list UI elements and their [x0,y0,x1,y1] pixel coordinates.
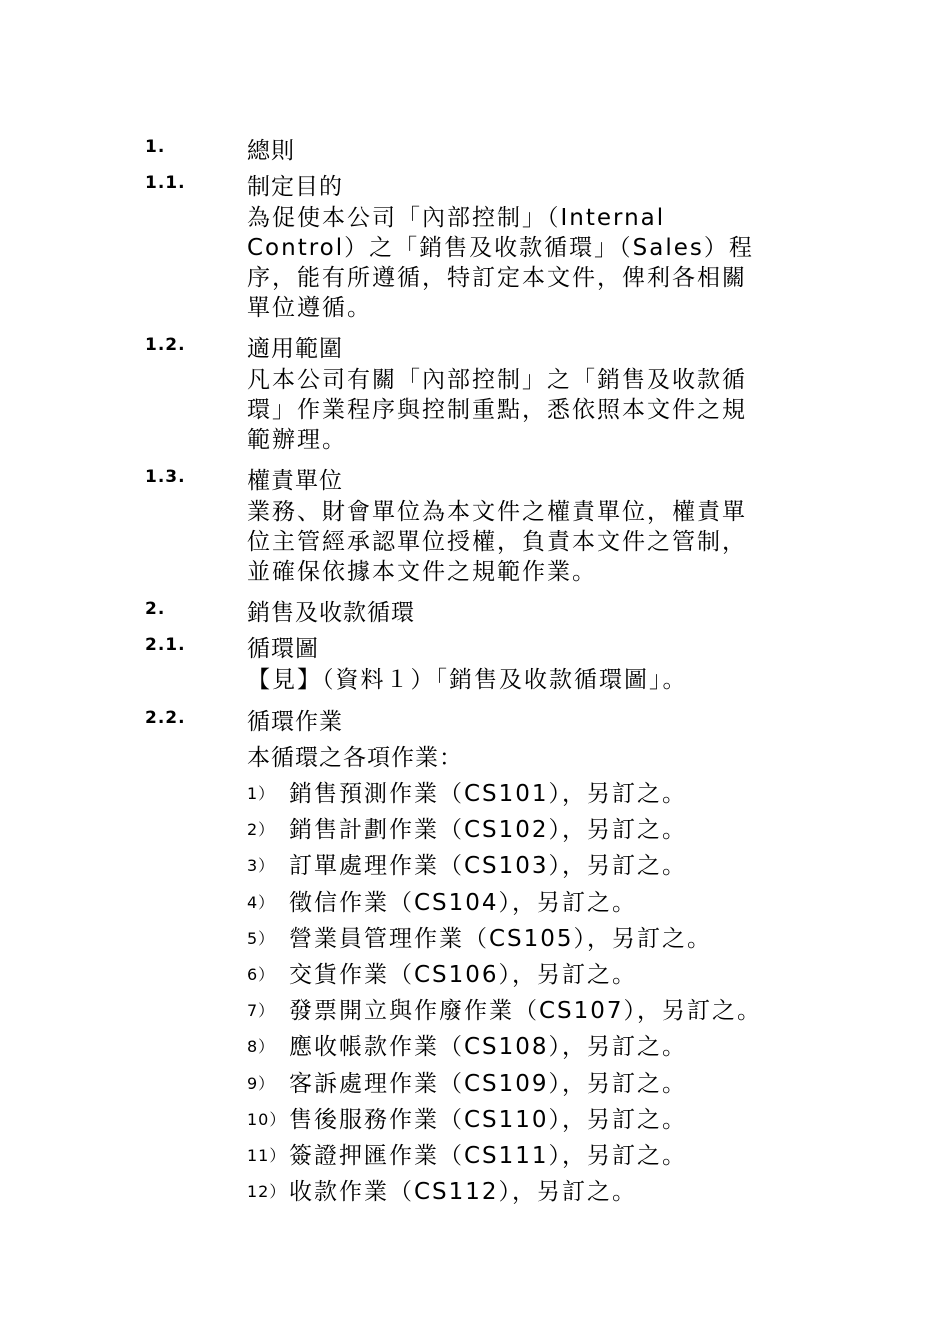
section-number: 2.2. [145,708,186,728]
list-item-text: 簽證押匯作業（CS111），另訂之。 [289,1143,688,1169]
body-line: 並確保依據本文件之規範作業。 [247,559,597,585]
list-item-text: 發票開立與作廢作業（CS107），另訂之。 [289,998,763,1025]
list-item-number: 11） [247,1146,287,1165]
section-heading: 權責單位 [247,468,343,494]
section-number: 1.3. [145,467,186,487]
list-item-text: 交貨作業（CS106），另訂之。 [289,962,638,988]
section-heading: 制定目的 [247,174,343,200]
list-intro: 本循環之各項作業： [247,745,463,771]
list-item-number: 2） [247,820,276,840]
section-number: 1. [145,137,166,157]
body-line: 範辦理。 [247,427,347,453]
body-line: 位主管經承認單位授權，負責本文件之管制， [247,529,747,555]
section-body [247,203,817,323]
section-number: 1.2. [145,335,186,355]
section-heading: 循環圖 [247,636,319,662]
section-number: 2.1. [145,635,186,655]
list-item-number: 10） [247,1109,287,1129]
body-line: 為促使本公司「內部控制」（Internal [247,205,666,231]
body-line: 【見】（資料１）「銷售及收款循環圖」。 [247,667,688,693]
list-item-number: 8） [247,1037,276,1057]
body-line: 凡本公司有關「內部控制」之「銷售及收款循 [247,367,747,393]
list-item-text: 徵信作業（CS104），另訂之。 [289,889,638,916]
body-line: 單位遵循。 [247,295,372,321]
body-line: 環」作業程序與控制重點，悉依照本文件之規 [247,397,747,423]
section-heading: 適用範圍 [247,336,343,362]
list-item-text: 營業員管理作業（CS105），另訂之。 [289,925,713,952]
list-item-number: 4） [247,892,276,912]
list-item-number: 6） [247,965,276,984]
body-line: Control）之「銷售及收款循環」（Sales）程 [247,235,754,261]
list-item-text: 銷售預測作業（CS101），另訂之。 [289,781,688,807]
list-item-text: 銷售計劃作業（CS102），另訂之。 [289,817,688,844]
section-body [247,497,817,587]
section-body [247,665,817,695]
list-item-text: 收款作業（CS112），另訂之。 [289,1179,638,1206]
list-item-number: 5） [247,928,276,948]
body-line: 序，能有所遵循，特訂定本文件，俾利各相關 [247,265,747,291]
section-number: 1.1. [145,173,186,193]
list-item-text: 客訴處理作業（CS109），另訂之。 [289,1070,688,1097]
list-item-text: 售後服務作業（CS110），另訂之。 [289,1106,688,1133]
list-item-number: 12） [247,1182,287,1202]
list-item-text: 應收帳款作業（CS108），另訂之。 [289,1034,688,1061]
list-item-text: 訂單處理作業（CS103），另訂之。 [289,853,688,880]
list-item-number: 3） [247,856,276,876]
section-body [247,365,817,455]
section-heading: 銷售及收款循環 [247,600,415,626]
body-line: 業務、財會單位為本文件之權責單位，權責單 [247,499,747,525]
list-item-number: 7） [247,1001,276,1021]
section-number: 2. [145,599,166,619]
list-item-number: 9） [247,1073,276,1093]
section-heading: 循環作業 [247,709,343,735]
section-heading: 總則 [247,138,295,164]
list-item-number: 1） [247,784,276,803]
